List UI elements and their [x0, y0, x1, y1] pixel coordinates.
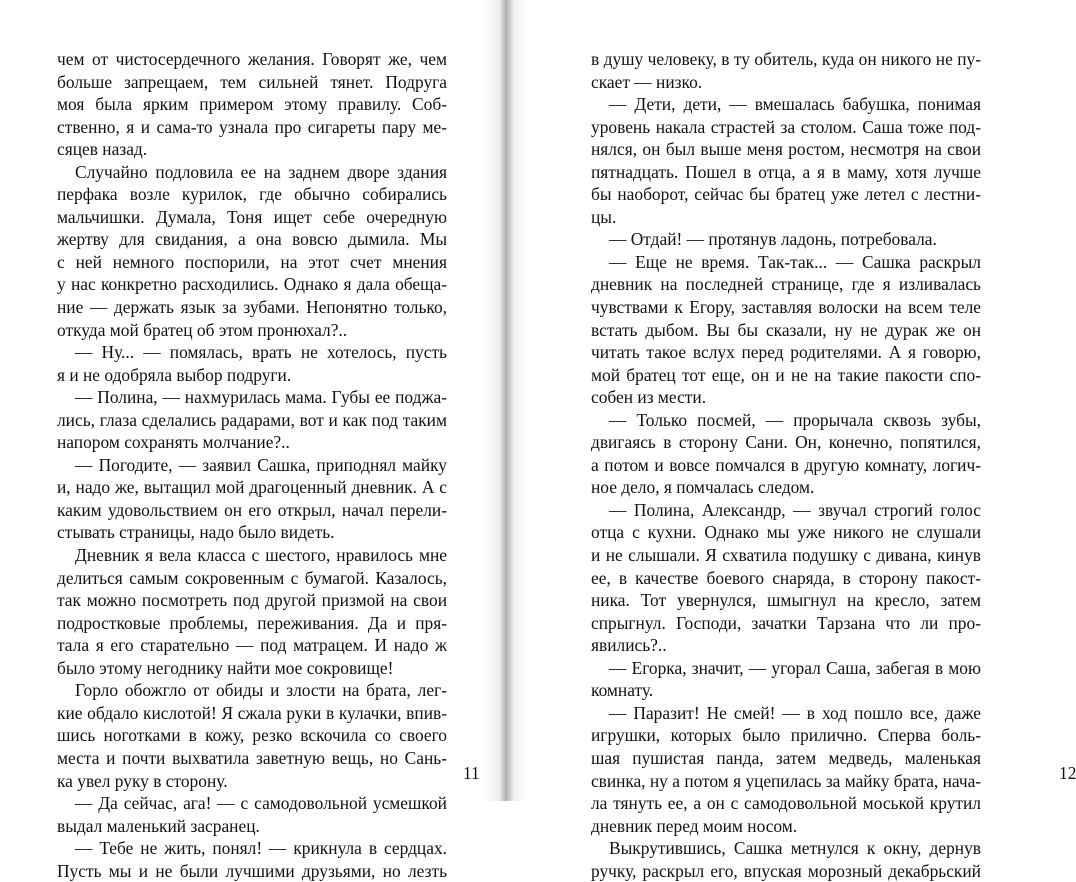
text-line: — Только посмей, — прорычала сквозь зубы, [609, 409, 981, 430]
text-line: цы. [591, 206, 617, 227]
text-line: читать такое вслух перед родителями. А я говорю, [591, 342, 981, 363]
text-line: откуда мой братец об этом пронюхал?.. [57, 319, 348, 340]
text-line: — Тебе не жить, понял! — крикнула в сердцах. [75, 838, 447, 859]
text-line: выдал маленький засранец. [57, 815, 260, 836]
text-line: я и не одобряла выбор подруги. [57, 364, 292, 385]
text-line: комнату. [591, 680, 654, 701]
text-line: напором сохранять молчание?.. [57, 432, 290, 453]
text-line: дневник перед моим носом. [591, 815, 798, 836]
right-page [502, 0, 1076, 881]
text-line: перфака возле курилок, где обычно собирались [57, 184, 447, 205]
text-line: и, надо же, вытащил мой драгоценный дневник. А с [57, 477, 447, 498]
right-page-number: 12 [1059, 763, 1076, 783]
text-line: Пусть мы и не были лучшими друзьями, но лезть [57, 860, 447, 881]
text-line: ственно, я и сама-то узнала про сигареты пару ме- [57, 116, 447, 137]
text-line: чем от чистосердечного желания. Говорят же, чем [57, 49, 447, 69]
text-line: спрыгнул. Господи, зачатки Тарзана что ли про- [591, 612, 981, 633]
text-line: мальчишки. Думала, Тоня ищет себе очередную [57, 206, 447, 227]
text-line: — Еще не время. Так-так... — Сашка раскрыл [609, 251, 981, 272]
text-line: явились?.. [591, 635, 667, 656]
text-line: а потом и вовсе помчался в другую комнату, логич- [591, 454, 981, 475]
text-line: — Полина, — нахмурилась мама. Губы ее поджа- [75, 387, 447, 408]
right-page-text [591, 48, 981, 882]
text-line: свинка, ну а потом я уцепилась за майку брата, нача- [591, 770, 981, 791]
left-page [0, 0, 502, 881]
text-line: — Дети, дети, — вмешалась бабушка, понимая [609, 94, 981, 115]
text-line: стывать страницы, надо было видеть. [57, 522, 335, 543]
text-line: Горло обожгло от обиды и злости на брата, лег- [75, 680, 447, 701]
text-line: — Паразит! Не смей! — в ход пошло все, даже [609, 702, 981, 723]
text-line: у нас конкретно расходились. Однако я дала обеща- [57, 274, 447, 295]
text-line: бы наоборот, сейчас бы братец уже летел с лестни- [591, 184, 981, 205]
text-line: кие обдало кислотой! Я сжала руки в кулачки, впив- [57, 702, 447, 723]
text-line: шая пушистая панда, затем медведь, маленькая [591, 747, 981, 768]
text-line: уровень накала страстей за столом. Саша тоже под- [591, 116, 981, 137]
text-line: нялся, он был выше меня ростом, несмотря на свои [591, 139, 981, 160]
text-line: больше запрещаем, тем сильней тянет. Подруга [57, 71, 447, 92]
text-line: — Ну... — помялась, врать не хотелось, пусть [75, 342, 447, 363]
book-gutter [482, 0, 528, 801]
text-line: было этому негоднику найти мое сокровище! [57, 657, 394, 678]
text-line: двигаясь в сторону Сани. Он, конечно, попятился, [591, 432, 981, 453]
text-line: скает — низко. [591, 71, 703, 92]
text-line: жертву для свидания, а она вовсю дымила. Мы [57, 229, 447, 250]
text-line: ника. Тот увернулся, шмыгнул на кресло, затем [591, 590, 981, 611]
text-line: шись ноготками в кожу, резко вскочила со своего [57, 725, 447, 746]
text-line: мой братец тот еще, он и не на такие пакости спо- [591, 364, 981, 385]
left-page-number: 11 [463, 763, 480, 783]
text-line: тала я его старательно — под матрацем. И надо ж [57, 635, 447, 656]
text-line: игрушки, которых было прилично. Сперва боль- [591, 725, 981, 746]
text-line: делиться самым сокровенным с бумагой. Казалось, [57, 567, 447, 588]
text-line: Дневник я вела класса с шестого, нравилось мне [75, 545, 447, 566]
text-line: чувствами к Егору, заставляя волоски на всем теле [591, 297, 981, 318]
text-line: — Погодите, — заявил Сашка, приподнял майку [75, 454, 447, 475]
text-line: ла тянуть ее, а он с самодовольной моськой крутил [591, 793, 981, 814]
text-line: моя была ярким примером этому правилу. Соб- [57, 94, 447, 115]
text-line: отца с кухни. Однако мы уже никого не слушали [591, 522, 981, 543]
text-line: Выкрутившись, Сашка метнулся к окну, дернув [609, 838, 981, 859]
text-line: ка увел руку в сторону. [57, 770, 228, 791]
text-line: места и почти выхватила заветную вещь, но Сань- [57, 747, 447, 768]
text-line: и не слышали. Я схватила подушку с дивана, кинув [591, 545, 981, 566]
text-line: сяцев назад. [57, 139, 148, 160]
text-line: каким удовольствием он его открыл, начал перели- [57, 499, 447, 520]
text-line: ние — держать язык за зубами. Непонятно только, [57, 297, 447, 318]
text-line: — Полина, Александр, — звучал строгий голос [609, 499, 981, 520]
text-line: пятнадцать. Пошел в отца, а я в маму, хотя лучше [591, 161, 981, 182]
text-line: с ней немного поспорили, на этот счет мнения [57, 251, 447, 272]
text-line: ное дело, я помчалась следом. [591, 477, 815, 498]
text-line: лись, глаза сделались радарами, вот и как под таким [57, 409, 447, 430]
text-line: Случайно подловила ее на заднем дворе здания [75, 161, 447, 182]
left-page-text [57, 48, 447, 882]
text-line: дневник на последней странице, где я изливалась [591, 274, 981, 295]
text-line: ручку, раскрыл его, впуская морозный декабрьский [591, 860, 981, 881]
text-line: в душу человеку, в ту обитель, куда он никого не пу- [591, 49, 981, 69]
text-line: ее, в качестве боевого снаряда, в сторону пакост- [591, 567, 981, 588]
text-line: подростковые проблемы, переживания. Да и пря- [57, 612, 447, 633]
text-line: — Егорка, значит, — угорал Саша, забегая в мою [609, 657, 981, 678]
text-line: так можно посмотреть под другой призмой на свои [57, 590, 447, 611]
text-line: встать дыбом. Вы бы сказали, ну не дурак же он [591, 319, 981, 340]
text-line: — Отдай! — протянув ладонь, потребовала. [609, 229, 937, 250]
text-line: — Да сейчас, ага! — с самодовольной усмешкой [75, 793, 447, 814]
text-line: собен из мести. [591, 387, 707, 408]
